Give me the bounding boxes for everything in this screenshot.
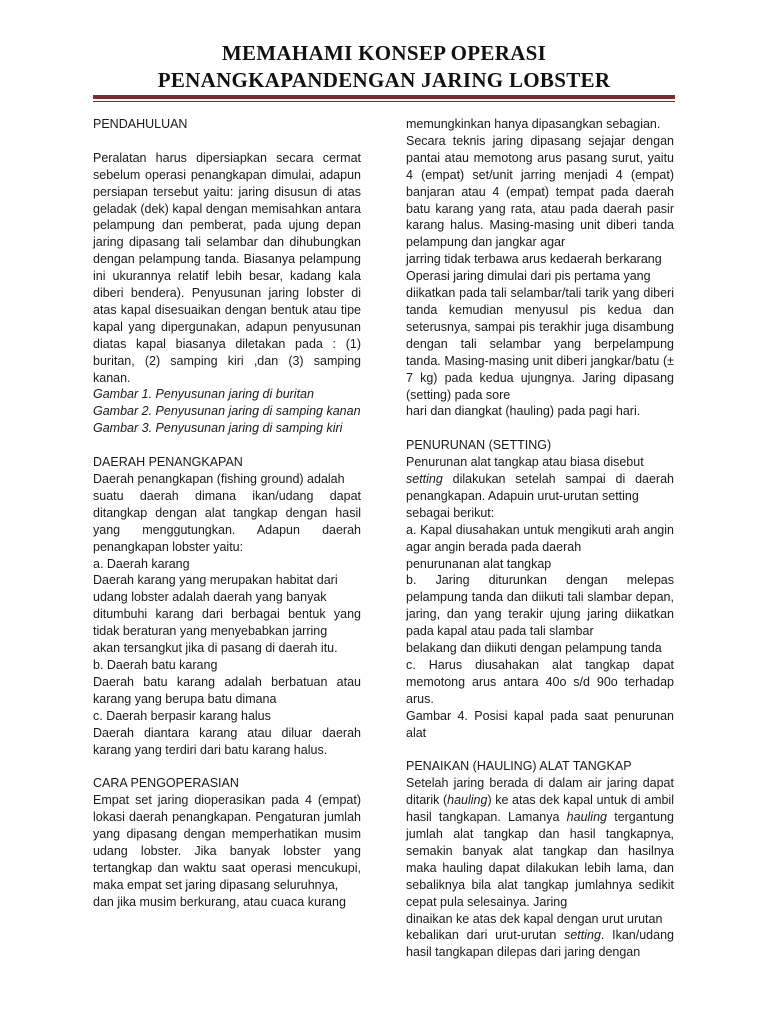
right-line-4: hari dan diangkat (hauling) pada pagi hari. — [406, 404, 641, 419]
setting-line-1: Penurunan alat tangkap atau biasa disebut — [406, 455, 644, 470]
item-a-line-1: Daerah karang yang merupakan habitat dari — [93, 573, 338, 588]
right-line-3: Operasi jaring dimulai dari pis pertama yang — [406, 269, 651, 284]
setting-italic: setting — [406, 472, 443, 487]
heading-setting: PENURUNAN (SETTING) — [406, 438, 552, 453]
figure-caption-1: Gambar 1. Penyusunan jaring di buritan — [93, 387, 314, 402]
list-item-b: b. Daerah batu karang — [93, 657, 218, 672]
setting-text: dilakukan setelah sampai di daerah penangkapan. Adapuin urut-urutan setting — [406, 472, 674, 503]
item-a-last: akan tersangkut jika di pasang di daerah itu. — [93, 641, 338, 656]
hauling-line-4: dinaikan ke atas dek kapal dengan urut urutan — [406, 911, 663, 926]
right-line-2: jarring tidak terbawa arus kedaerah berkarang — [406, 252, 662, 267]
paragraph-daerah-line-1: Daerah penangkapan (fishing ground) adalah — [93, 472, 345, 486]
right-line-1: memungkinkan hanya dipasangkan sebagian. — [406, 117, 661, 131]
setting-item-b-last: belakang dan diikuti dengan pelampung tanda — [406, 641, 662, 656]
heading-pendahuluan: PENDAHULUAN — [93, 117, 188, 131]
hauling-italic-2: hauling — [566, 810, 607, 825]
item-c-text: Daerah diantara karang atau diluar daerah karang yang terdiri dari batu karang halus. — [93, 725, 361, 757]
item-a-line-2: udang lobster adalah daerah yang banyak — [93, 590, 327, 605]
setting-paragraph — [406, 471, 674, 505]
figure-caption-2: Gambar 2. Penyusunan jaring di samping kanan — [93, 404, 361, 419]
hauling-text-2: ) ke atas dek kapal untuk di ambil hasil tangkapan. Lamanya — [406, 793, 674, 825]
hauling-text-5: kebalikan dari urut-urutan — [406, 928, 565, 943]
title-rule-thick — [93, 95, 675, 99]
figure-caption-4: Gambar 4. Posisi kapal pada saat penurunan alat — [406, 708, 674, 740]
hauling-paragraph — [406, 775, 674, 910]
hauling-text-1: Setelah jaring berada di dalam air jaring dapat ditarik ( — [406, 776, 674, 808]
item-b-text: Daerah batu karang adalah berbatuan atau karang yang berupa batu dimana — [93, 674, 361, 706]
setting-item-b: b. Jaring diturunkan dengan melepas pelampung tanda dan diikuti tali slambar depan, jaring, dan yang terakir ujung jaring diikatkan pada kapal atau pada tali slambar — [406, 573, 674, 639]
setting-item-a: a. Kapal diusahakan untuk mengikuti arah angin agar angin berada pada daerah — [406, 522, 674, 554]
paragraph-daerah: suatu daerah dimana ikan/udang dapat ditangkap dengan alat tangkap dengan hasil yang menggutungkan. Adapun daerah penangkapan lobster yaitu: — [93, 488, 361, 554]
item-a-text: ditumbuhi karang dari berbagai bentuk yang tidak beraturan yang menyebabkan jarring — [93, 607, 361, 639]
setting-line-3: sebagai berikut: — [406, 505, 495, 520]
setting-item-c: c. Harus diusahakan alat tangkap dapat memotong arus antara 40o s/d 90o terhadap arus. — [406, 657, 674, 706]
paragraph-cara: Empat set jaring dioperasikan pada 4 (empat) lokasi daerah penangkapan. Pengaturan jumlah yang dipasang dengan memperhatikan musim udang lobster. Jika banyak lobster yang tertangkap dan waktu saat operasi mencukupi, maka empat set jaring dipasang seluruhnya, — [93, 793, 361, 892]
left-column — [93, 116, 361, 911]
heading-hauling: PENAIKAN (HAULING) ALAT TANGKAP — [406, 759, 632, 774]
paragraph-cara-last: dan jika musim berkurang, atau cuaca kurang — [93, 894, 346, 909]
heading-cara-pengoperasian: CARA PENGOPERASIAN — [93, 776, 239, 791]
hauling-italic-3: setting — [564, 928, 601, 943]
hauling-paragraph-end — [406, 927, 674, 961]
list-item-a: a. Daerah karang — [93, 556, 190, 571]
hauling-italic-1: hauling — [447, 793, 488, 808]
right-paragraph-2: diikatkan pada tali selambar/tali tarik yang diberi tanda kemudian menyusul pis kedua dan seterusnya, sampai pis terakhir juga disambung dengan tali selambar yang berpelampung tanda. Masing-masing unit diberi jangkar/batu (± 7 kg) pada kedua ujungnya. Jaring dipasang (setting) pada sore — [406, 286, 674, 402]
right-paragraph-1: Secara teknis jaring dipasang sejajar dengan pantai atau memotong arus pasang surut, yaitu 4 (empat) set/unit jarring menjadi 4 (empat) banjaran atau 4 (empat) tempat pada daerah batu karang yang rata, atau pada daerah pasir karang halus. Masing-masing unit diberi tanda pelampung dan jangkar agar — [406, 133, 674, 250]
heading-daerah-penangkapan: DAERAH PENANGKAPAN — [93, 455, 243, 470]
setting-item-a-last: penurunanan alat tangkap — [406, 556, 552, 571]
title-line-1: MEMAHAMI KONSEP OPERASI — [221, 41, 547, 65]
hauling-text-3: tergantung jumlah alat tangkap dan hasil tangkapnya, semakin banyak alat tangkap dan hasilnya maka hauling dapat dilakukan lebih lama, dan sebaliknya bila alat tangkap jumlahnya sedikit cepat pula selesainya. Jaring — [406, 810, 674, 909]
right-column — [406, 116, 674, 961]
figure-caption-3: Gambar 3. Penyusunan jaring di samping kiri — [93, 421, 343, 436]
document-title — [90, 40, 678, 94]
title-rule-thin — [93, 101, 675, 102]
title-line-2: PENANGKAPANDENGAN JARING LOBSTER — [157, 68, 611, 92]
paragraph-pendahuluan: Peralatan harus dipersiapkan secara cermat sebelum operasi penangkapan dimulai, adapun persiapan tersebut yaitu: jaring disusun di atas geladak (dek) kapal dengan memisahkan antara pelampung dan pemberat, pada ujung depan jaring dipasang tali selambar dan dihubungkan dengan pelampung tanda. Biasanya pelampung ini ukurannya relatif lebih besar, kadang kala diberi bendera). Penyusunan jaring lobster di atas kapal disesuaikan dengan bentuk atau tipe kapal yang dipergunakan, adapun penyusunan diatas kapal biasanya diletakan pada : (1) buritan, (2) samping kiri ,dan (3) samping kanan. — [93, 150, 361, 385]
list-item-c: c. Daerah berpasir karang halus — [93, 708, 271, 723]
hauling-text-6: . Ikan/udang hasil tangkapan dilepas dari jaring dengan — [406, 928, 674, 960]
